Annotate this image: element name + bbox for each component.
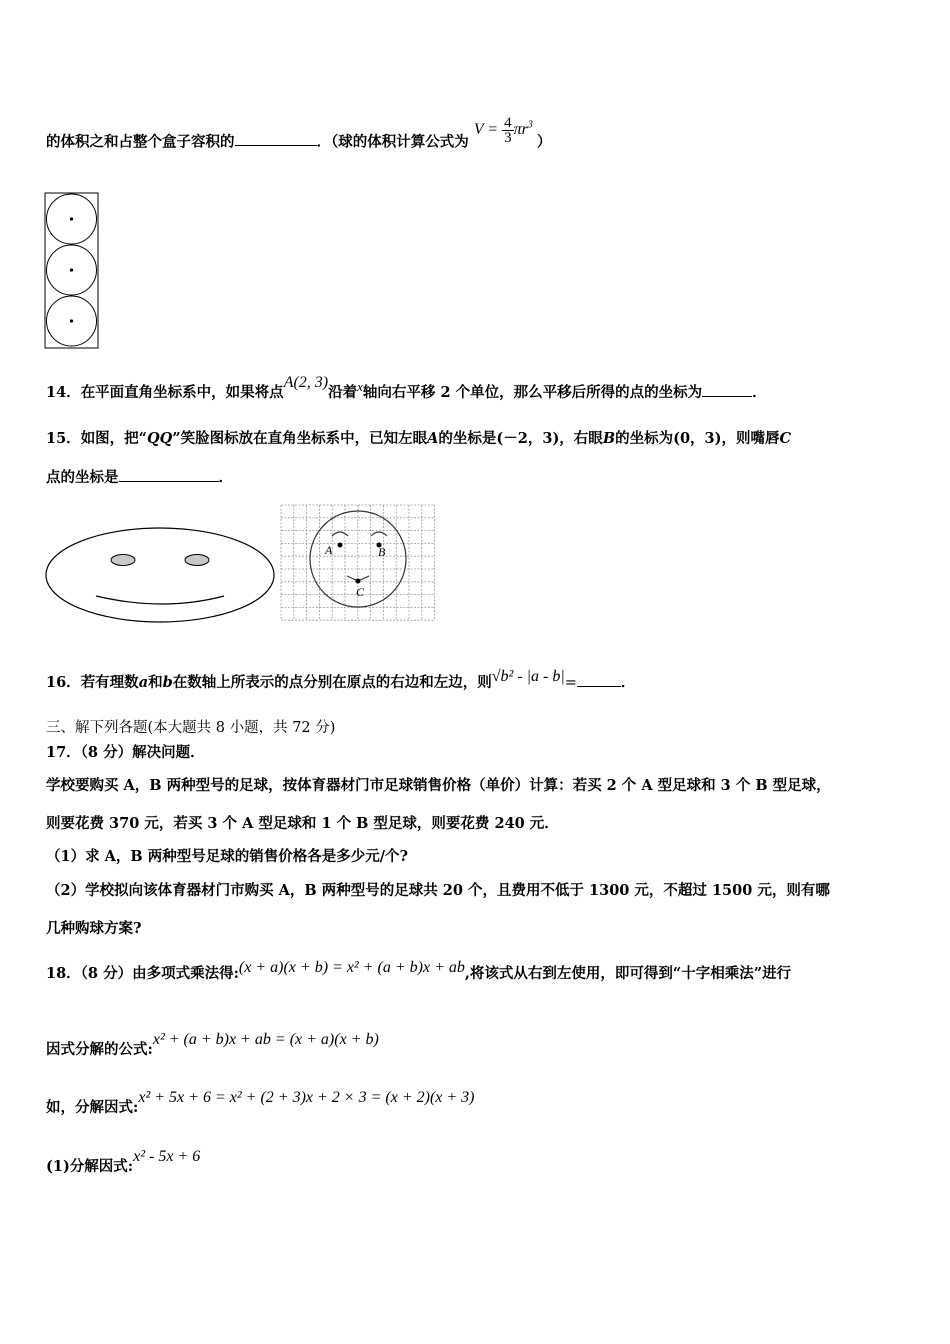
q15-line2	[46, 467, 233, 488]
q18-line4-label: (1)分解因式:	[46, 1158, 134, 1175]
q16-line	[46, 668, 636, 693]
q16-text1: 若有理数	[80, 674, 139, 691]
q14-text1: 在平面直角坐标系中，如果将点	[80, 384, 284, 401]
q15-text1: 如图，把“	[80, 430, 148, 447]
point-a-dot	[338, 543, 343, 548]
q17-paragraph-line1: 学校要购买 A，B 两种型号的足球，按体育器材门市足球销售价格（单价）计算：若买 2 个 A 型足球和 3 个 B 型足球，	[46, 777, 831, 794]
q16-expression: √b² - |a - b|	[491, 668, 565, 685]
q16-b: b	[162, 674, 173, 691]
q15-qq: QQ	[147, 430, 173, 447]
formula-v: V	[473, 121, 484, 139]
q18-formula3: x² + 5x + 6 = x² + (2 + 3)x + 2 × 3 = (x + 2)(x + 3)	[138, 1089, 475, 1106]
ball-2-center	[70, 268, 73, 271]
right-eyebrow	[371, 532, 387, 536]
formula-fraction	[502, 116, 514, 145]
q15-b: B	[602, 430, 616, 447]
formula-eq: =	[487, 121, 499, 139]
q14-text3: 轴向右平移 2 个单位，那么平移后所得的点的坐标为	[362, 384, 703, 401]
q13-tail-line	[46, 115, 552, 157]
q15-text5: 点的坐标是	[46, 469, 119, 486]
right-eye	[185, 555, 209, 566]
q15-text3: 的坐标是(－2，3)，右眼	[438, 430, 603, 447]
q14-text2: 沿着	[328, 384, 358, 401]
q13-text: 的体积之和占整个盒子容积的	[46, 133, 235, 151]
q18-header-a: 18．（8 分）由多项式乘法得:	[46, 965, 239, 982]
left-eye	[111, 555, 135, 566]
q15-number: 15．	[46, 430, 81, 447]
formula-pi-r: πr	[513, 121, 528, 139]
q18-line4	[46, 1148, 201, 1177]
q13-close-paren: ）	[536, 133, 552, 151]
q15-answer-blank	[119, 467, 219, 482]
q16-text3: 在数轴上所表示的点分别在原点的右边和左边，则	[172, 674, 492, 691]
q15-c: C	[779, 430, 792, 447]
q15-a: A	[427, 430, 439, 447]
grid-lines	[281, 505, 435, 620]
q18-formula2: x² + (a + b)x + ab = (x + a)(x + b)	[152, 1031, 379, 1048]
box-with-three-balls-figure	[44, 192, 100, 350]
q17-subquestion-2-line2: 几种购球方案?	[46, 920, 142, 937]
q17-paragraph-line2: 则要花费 370 元，若买 3 个 A 型足球和 1 个 B 型足球，则要花费 240 元．	[46, 815, 559, 832]
q18-line2	[46, 1031, 379, 1060]
q14-axis-x: x	[357, 379, 363, 394]
q17-subquestion-1: （1）求 A，B 两种型号足球的销售价格各是多少元/个?	[46, 848, 408, 865]
q15-end: ．	[218, 469, 233, 486]
q16-equals: =	[564, 675, 577, 691]
q18-formula4: x² - 5x + 6	[133, 1148, 201, 1165]
face-outline	[46, 528, 274, 622]
qq-smiley-ellipse-figure	[44, 526, 280, 626]
label-b: B	[378, 545, 386, 559]
fraction-numerator: 4	[504, 115, 512, 132]
q13-after-blank: ．（球的体积计算公式为	[316, 133, 469, 151]
q16-number: 16．	[46, 674, 81, 691]
q18-formula1: (x + a)(x + b) = x² + (a + b)x + ab	[238, 959, 465, 976]
section-3-title: 三、解下列各题(本大题共 8 小题，共 72 分)	[46, 720, 336, 736]
q16-answer-blank	[577, 672, 621, 687]
q14-answer-blank	[702, 382, 752, 397]
q15-line1	[46, 429, 791, 449]
q14-point-a: A(2, 3)	[283, 374, 329, 391]
label-c: C	[356, 585, 365, 599]
q16-a: a	[138, 674, 149, 691]
q16-end: ．	[620, 674, 636, 691]
q15-text4: 的坐标为(0，3)，则嘴唇	[615, 430, 780, 447]
left-eyebrow	[332, 532, 348, 536]
q14-line	[46, 374, 767, 403]
q17-subquestion-2-line1: （2）学校拟向该体育器材门市购买 A，B 两种型号的足球共 20 个，且费用不低于 1300 元，不超过 1500 元，则有哪	[46, 882, 830, 899]
point-c-dot	[356, 579, 361, 584]
q18-header-b: ,将该式从右到左使用，即可得到“十字相乘法”进行	[464, 965, 792, 982]
q17-header: 17．（8 分）解决问题．	[46, 744, 205, 761]
qq-smiley-grid-figure	[280, 504, 436, 622]
q13-answer-blank	[235, 131, 317, 146]
sphere-volume-formula	[473, 115, 537, 147]
q18-line3	[46, 1089, 475, 1118]
label-a: A	[325, 543, 333, 557]
q14-number: 14．	[46, 384, 81, 401]
fraction-denominator: 3	[504, 130, 512, 147]
q18-line3-label: 如，分解因式:	[46, 1099, 139, 1116]
q18-line2-label: 因式分解的公式:	[46, 1041, 153, 1058]
ball-3-center	[70, 319, 73, 322]
mouth	[96, 596, 224, 604]
q18-line1	[46, 959, 792, 984]
q14-end: ．	[752, 384, 767, 401]
q15-text2: ”笑脸图标放在直角坐标系中，已知左眼	[172, 430, 428, 447]
formula-exponent: 3	[527, 120, 533, 131]
ball-1-center	[70, 217, 73, 220]
q16-text2: 和	[148, 674, 163, 691]
